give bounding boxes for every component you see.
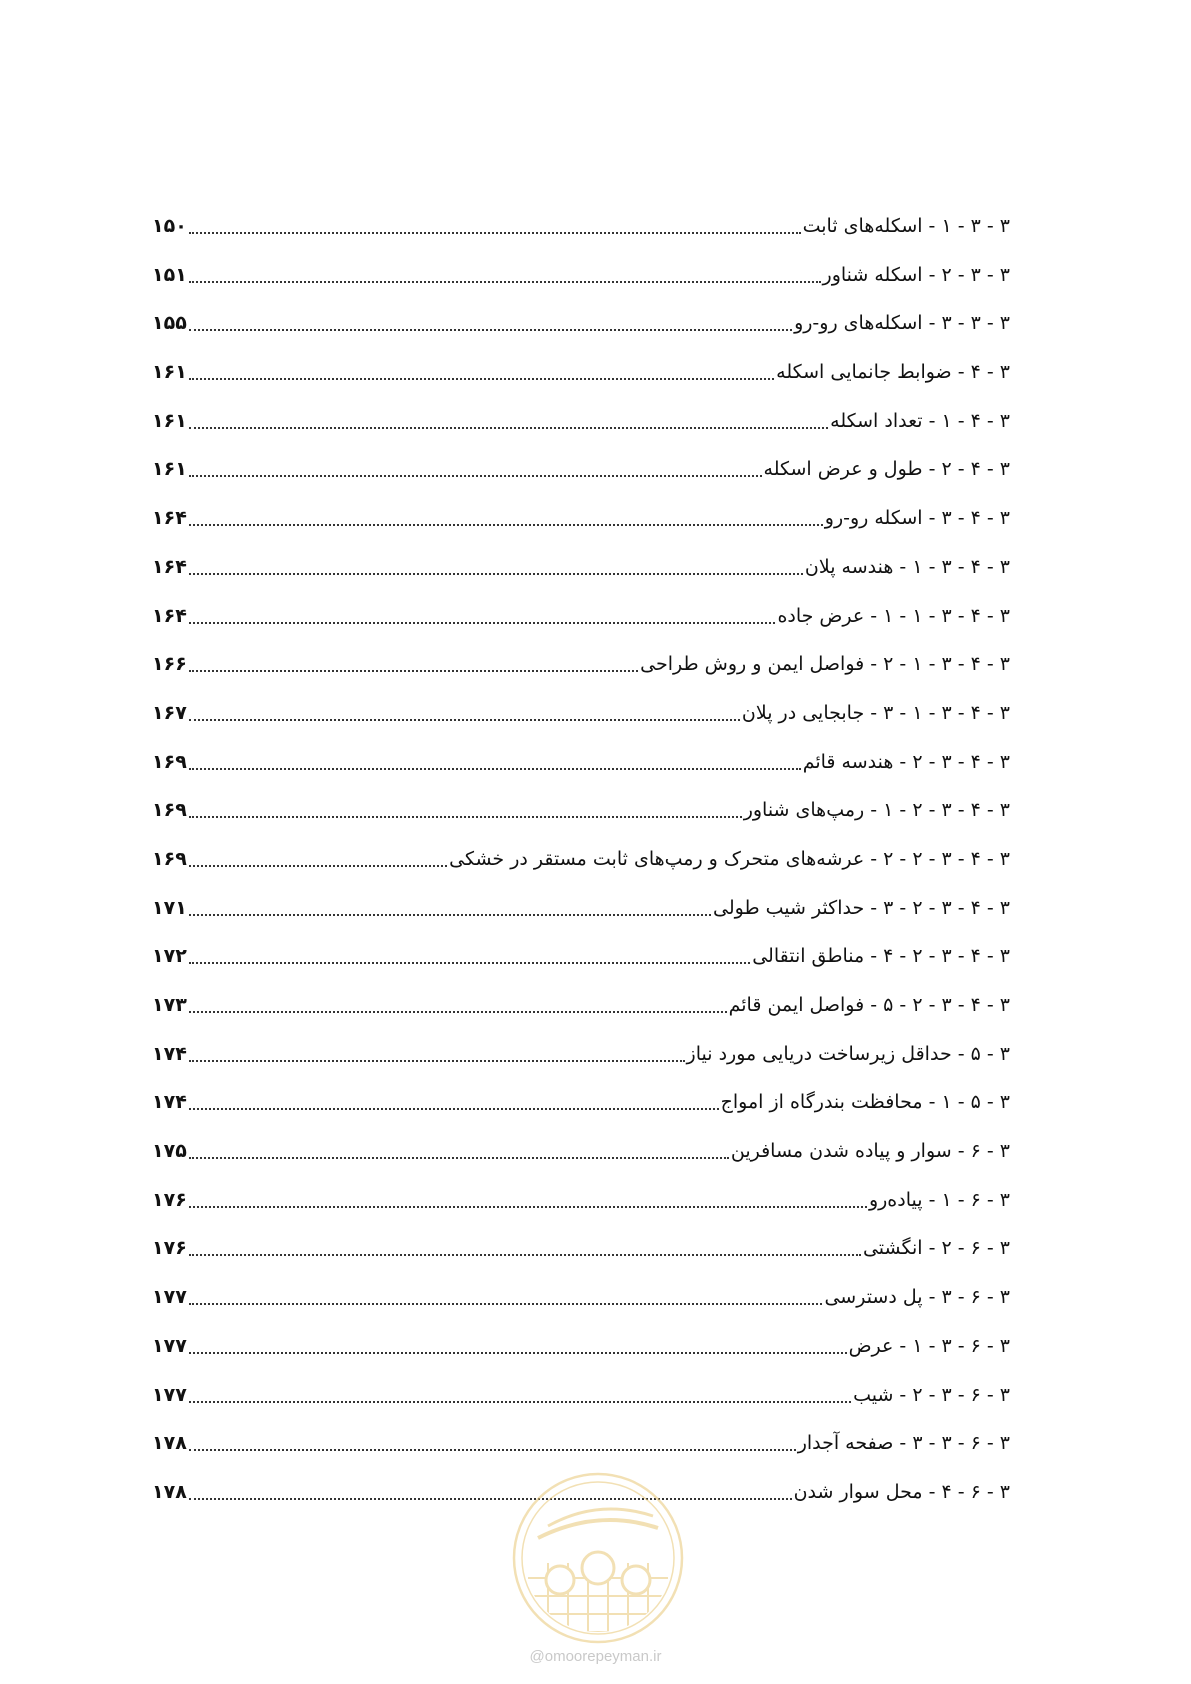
toc-entry [152,214,1010,263]
toc-entry-page-number: ۱۷۷ [152,1334,187,1357]
toc-dot-leader [189,1480,792,1500]
toc-dot-leader [189,1042,685,1062]
toc-entry-page-number: ۱۷۲ [152,945,187,968]
toc-entry-title: ۳ - ۴ - ۳ - ۲ - هندسه قائم [802,750,1010,773]
toc-dot-leader [189,506,823,526]
toc-entry-page-number: ۱۷۳ [152,994,187,1016]
toc-entry [152,604,1010,653]
toc-entry-page-number: ۱۷۶ [152,1188,187,1211]
toc-dot-leader [189,847,447,867]
toc-entry-page-number: ۱۶۴ [152,604,187,627]
toc-dot-leader [189,555,803,575]
toc-entry-title: ۳ - ۴ - ۳ - ۱ - ۱ - عرض جاده [777,604,1010,627]
toc-entry-page-number: ۱۶۱ [152,458,187,481]
toc-entry [152,1090,1010,1139]
toc-dot-leader [189,409,828,429]
toc-entry [152,1236,1010,1285]
toc-entry-title: ۳ - ۳ - ۱ - اسکله‌های ثابت [802,215,1010,237]
toc-entry [152,896,1010,945]
toc-entry-page-number: ۱۵۱ [152,263,187,286]
toc-entry-title: ۳ - ۴ - ۳ - ۲ - ۱ - رمپ‌های شناور [743,799,1010,822]
toc-entry [152,263,1010,312]
toc-entry [152,555,1010,604]
toc-dot-leader [189,944,750,964]
toc-dot-leader [189,1188,867,1208]
toc-entry-page-number: ۱۶۹ [152,750,187,773]
toc-entry-page-number: ۱۶۱ [152,409,187,432]
toc-entry-title: ۳ - ۳ - ۲ - اسکله شناور [822,263,1010,286]
toc-dot-leader [189,457,762,477]
toc-entry [152,652,1010,701]
toc-entry-title: ۳ - ۴ - ضوابط جانمایی اسکله [776,361,1010,384]
toc-entry-title: ۳ - ۴ - ۳ - ۲ - ۳ - حداکثر شیب طولی [713,896,1010,919]
toc-entry-title: ۳ - ۶ - ۱ - پیاده‌رو [868,1188,1010,1211]
toc-entry [152,1334,1010,1383]
toc-entry-title: ۳ - ۶ - سوار و پیاده شدن مسافرین [730,1140,1010,1163]
toc-entry-title: ۳ - ۶ - ۳ - پل دسترسی [824,1286,1010,1309]
toc-entry-page-number: ۱۷۸ [152,1480,187,1503]
toc-entry-page-number: ۱۶۴ [152,507,187,530]
toc-entry [152,1285,1010,1334]
toc-entry-page-number: ۱۷۷ [152,1383,187,1406]
toc-entry-page-number: ۱۵۰ [152,215,187,237]
toc-entry-page-number: ۱۵۵ [152,312,187,335]
toc-dot-leader [189,1090,719,1110]
toc-entry-title: ۳ - ۶ - ۳ - ۳ - صفحه آجدار [797,1432,1010,1455]
toc-entry-title: ۳ - ۶ - ۳ - ۲ - شیب [853,1383,1010,1406]
toc-dot-leader [189,701,740,721]
table-of-contents [152,214,1010,1529]
toc-dot-leader [189,896,711,916]
toc-entry [152,1139,1010,1188]
toc-entry-title: ۳ - ۴ - ۳ - ۱ - ۲ - فواصل ایمن و روش طراحی [640,653,1010,676]
toc-dot-leader [189,214,801,234]
toc-entry [152,701,1010,750]
toc-dot-leader [189,360,774,380]
toc-entry [152,1188,1010,1237]
toc-entry-title: ۳ - ۴ - ۲ - طول و عرض اسکله [763,458,1010,481]
toc-dot-leader [189,263,821,283]
toc-entry-title: ۳ - ۳ - ۳ - اسکله‌های رو-رو [794,312,1010,335]
toc-entry-title: ۳ - ۴ - ۳ - ۱ - ۳ - جابجایی در پلان [741,701,1010,724]
toc-entry [152,506,1010,555]
toc-entry-title: ۳ - ۶ - ۲ - انگشتی [862,1237,1010,1260]
toc-dot-leader [189,604,776,624]
toc-entry [152,944,1010,993]
toc-entry-page-number: ۱۷۷ [152,1286,187,1309]
toc-entry-page-number: ۱۶۷ [152,701,187,724]
toc-entry-title: ۳ - ۵ - حداقل زیرساخت دریایی مورد نیاز [686,1042,1010,1065]
toc-dot-leader [189,652,638,672]
website-watermark: @omoorepeyman.ir [529,1648,662,1665]
toc-entry-page-number: ۱۶۱ [152,361,187,384]
toc-dot-leader [189,1334,847,1354]
toc-entry-page-number: ۱۶۶ [152,653,187,676]
toc-entry [152,360,1010,409]
toc-entry-page-number: ۱۷۴ [152,1091,187,1114]
toc-entry [152,993,1010,1042]
toc-entry-title: ۳ - ۵ - ۱ - محافظت بندرگاه از امواج [720,1091,1010,1114]
toc-dot-leader [189,1383,851,1403]
toc-entry-page-number: ۱۶۴ [152,555,187,578]
toc-entry [152,750,1010,799]
toc-entry-title: ۳ - ۴ - ۳ - ۲ - ۲ - عرشه‌های متحرک و رمپ‌های ثابت مستقر در خشکی [449,847,1010,870]
toc-dot-leader [189,1236,861,1256]
toc-entry [152,847,1010,896]
toc-entry [152,457,1010,506]
toc-entry-page-number: ۱۷۴ [152,1042,187,1065]
toc-entry [152,798,1010,847]
toc-entry-title: ۳ - ۴ - ۳ - ۲ - ۵ - فواصل ایمن قائم [728,994,1010,1016]
toc-dot-leader [189,1431,796,1451]
toc-dot-leader [189,993,727,1013]
toc-entry-page-number: ۱۶۹ [152,847,187,870]
toc-entry-title: ۳ - ۶ - ۴ - محل سوار شدن [793,1480,1010,1503]
watermark-seal-icon [508,1468,688,1648]
toc-entry-page-number: ۱۷۶ [152,1237,187,1260]
toc-entry [152,1042,1010,1091]
toc-dot-leader [189,750,801,770]
toc-entry-page-number: ۱۷۸ [152,1432,187,1455]
toc-entry [152,409,1010,458]
toc-entry-title: ۳ - ۴ - ۳ - اسکله رو-رو [824,507,1010,530]
toc-entry-page-number: ۱۷۵ [152,1140,187,1163]
toc-entry-title: ۳ - ۴ - ۱ - تعداد اسکله [830,409,1010,432]
toc-entry-page-number: ۱۷۱ [152,896,187,919]
toc-entry-page-number: ۱۶۹ [152,799,187,822]
toc-entry [152,1383,1010,1432]
toc-dot-leader [189,1139,729,1159]
toc-entry-title: ۳ - ۴ - ۳ - ۱ - هندسه پلان [804,555,1010,578]
toc-entry-title: ۳ - ۶ - ۳ - ۱ - عرض [848,1334,1010,1357]
toc-dot-leader [189,798,742,818]
toc-dot-leader [189,1285,823,1305]
toc-entry-title: ۳ - ۴ - ۳ - ۲ - ۴ - مناطق انتقالی [752,945,1010,968]
toc-dot-leader [189,311,792,331]
toc-entry [152,311,1010,360]
